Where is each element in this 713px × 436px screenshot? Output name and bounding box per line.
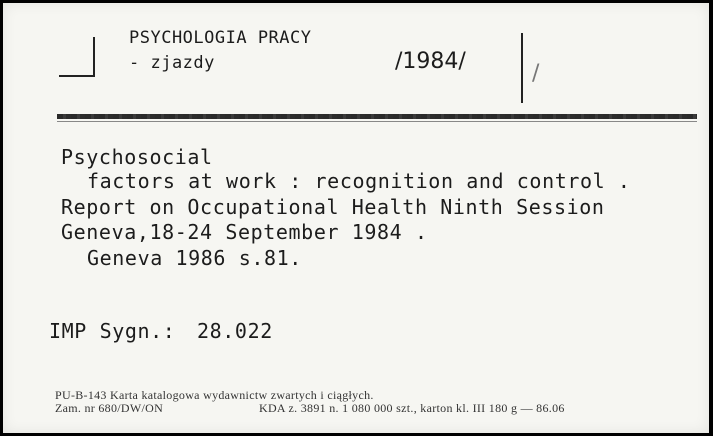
subject-subheading: - zjazdy (129, 53, 215, 73)
entry-line-3: Report on Occupational Health Ninth Session (61, 195, 605, 219)
stray-slash-mark: / (532, 61, 540, 86)
entry-line-1: Psychosocial (61, 145, 213, 169)
subject-heading: PSYCHOLOGIA PRACY (129, 28, 312, 48)
separator-bar (57, 114, 697, 119)
corner-mark-vertical (93, 37, 95, 77)
header-divider (521, 33, 523, 103)
footer-line-1: PU-B-143 Karta katalogowa wydawnictw zwartych i ciągłych. (55, 388, 374, 402)
entry-line-2: factors at work : recognition and control . (87, 169, 631, 193)
footer-line-2-right: KDA z. 3891 n. 1 080 000 szt., karton kl. III 180 g — 86.06 (259, 401, 565, 415)
corner-mark-horizontal (59, 75, 95, 77)
heading-year: /1984/ (395, 49, 466, 74)
catalog-card (3, 3, 709, 433)
footer-line-2-left: Zam. nr 680/DW/ON (55, 401, 164, 415)
separator-underline (57, 121, 697, 122)
signature-label: IMP Sygn.: (49, 319, 176, 343)
entry-line-4: Geneva,18-24 September 1984 . (61, 220, 428, 244)
entry-line-5: Geneva 1986 s.81. (87, 246, 302, 270)
signature-value: 28.022 (197, 319, 273, 343)
